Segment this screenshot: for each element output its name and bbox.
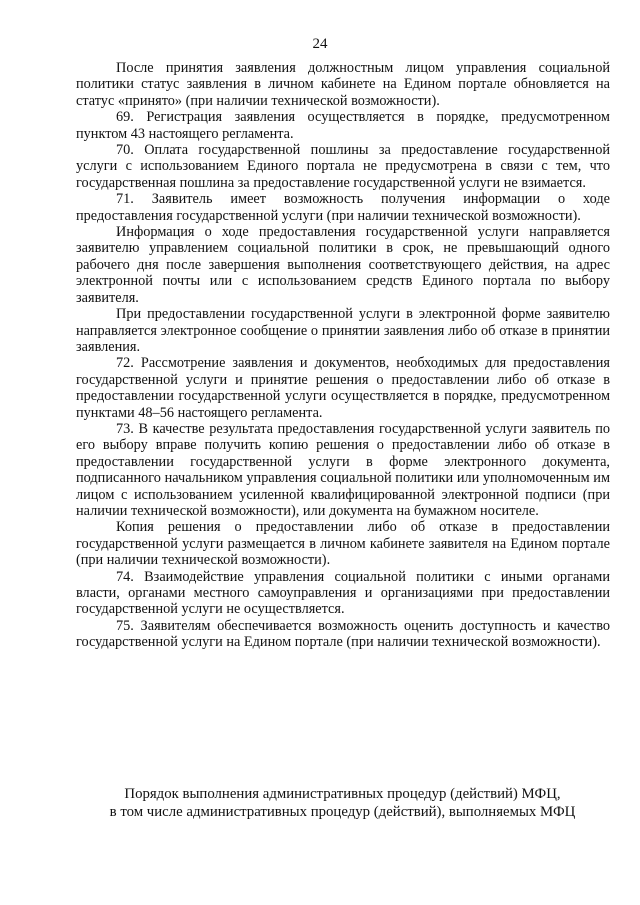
body-text <box>76 60 610 651</box>
paragraph-electronic-message: При предоставлении государственной услуги в электронной форме заявителю направляется электронное сообщение о принятии заявления либо об отказе в принятии заявления. <box>76 306 610 355</box>
paragraph-75: 75. Заявителям обеспечивается возможность оценить доступность и качество государственной услуги на Едином портале (при наличии технической возможности). <box>76 617 610 651</box>
paragraph-decision-copy: Копия решения о предоставлении либо об отказе в предоставлении государственной услуги размещается в личном кабинете заявителя на Едином портале (при наличии технической возможности). <box>76 519 610 569</box>
section-heading <box>60 786 625 821</box>
paragraph-71: 71. Заявитель имеет возможность получения информации о ходе предоставления государственной услуги (при наличии технической возможности). <box>76 191 610 224</box>
section-heading-line-1: Порядок выполнения административных процедур (действий) МФЦ, <box>124 786 561 802</box>
paragraph-72: 72. Рассмотрение заявления и документов, необходимых для предоставления государственной услуги и принятие решения о предоставлении либо об отказе в предоставлении государственной услуги осуществляется в порядке, предусмотренном пунктами 48–56 настоящего регламента. <box>76 355 610 421</box>
paragraph-69: 69. Регистрация заявления осуществляется в порядке, предусмотренном пунктом 43 настоящего регламента. <box>76 109 610 142</box>
paragraph-status-update: После принятия заявления должностным лицом управления социальной политики статус заявления в личном кабинете на Едином портале обновляется на статус «принято» (при наличии технической возможности). <box>76 60 610 109</box>
paragraph-progress-info: Информация о ходе предоставления государственной услуги направляется заявителю управлением социальной политики в срок, не превышающий одного рабочего дня после завершения выполнения соответствующего действия, на адрес электронной почты или с использованием средств Единого портала по выбору заявителя. <box>76 224 610 306</box>
section-heading-line-2: в том числе административных процедур (действий), выполняемых МФЦ <box>109 803 576 820</box>
paragraph-73: 73. В качестве результата предоставления государственной услуги заявитель по его выбору вправе получить копию решения о предоставлении либо об отказе в предоставлении государственной услуги в форме электронного документа, подписанного начальником управления социальной политики или уполномоченным им лицом с использованием усиленной квалифицированной электронной подписи (при наличии технической возможности), или документа на бумажном носителе. <box>76 420 610 519</box>
paragraph-74: 74. Взаимодействие управления социальной политики с иными органами власти, органами местного самоуправления и организациями при предоставлении государственной услуги не осуществляется. <box>76 568 610 618</box>
page-number: 24 <box>312 36 328 52</box>
paragraph-70: 70. Оплата государственной пошлины за предоставление государственной услуги с использованием Единого портала не предусмотрена в связи с тем, что государственная пошлина за предоставление государственной услуги не взимается. <box>76 142 610 191</box>
